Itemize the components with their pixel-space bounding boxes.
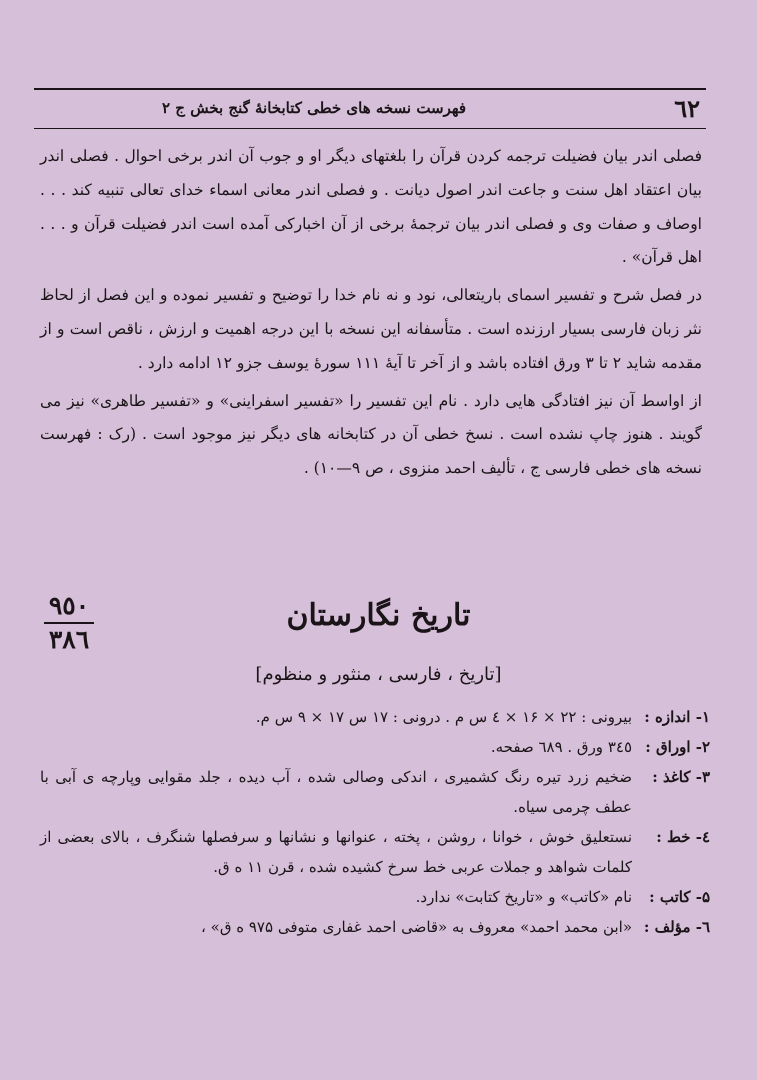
field-label: ۱- اندازه :: [644, 708, 710, 726]
field-value: «ابن محمد احمد» معروف به «قاضی احمد غفاری متوفی ۹۷۵ ه ق» ،: [201, 918, 632, 936]
book-subtitle: [تاریخ ، فارسی ، منثور و منظوم]: [255, 664, 502, 685]
field-label: ٦- مؤلف :: [643, 918, 710, 936]
field-paper: [40, 762, 710, 822]
field-value: نستعلیق خوش ، خوانا ، روشن ، پخته ، عنوانها و نشانها و سرفصلها شنگرف ، بالای بعضی از کلمات شواهد و جملات عربی خط سرخ کشیده شده ، قرن ۱۱ ه ق.: [40, 828, 632, 876]
description-fields: [40, 702, 710, 942]
field-value: نام «کاتب» و «تاریخ کتابت» ندارد.: [415, 888, 632, 906]
page-number: ٦٢: [674, 94, 700, 123]
running-title: فهرست نسخه های خطی کتابخانهٔ گنج بخش ج ۲: [162, 99, 466, 117]
field-label: ۵- کاتب :: [649, 888, 710, 906]
field-value: بیرونی : ۲۲ × ۱۶ × ٤ س م . درونی : ۱۷ س ۱۷ × ۹ س م.: [255, 708, 632, 726]
field-label: ٤- خط :: [656, 828, 710, 846]
catalog-number-top: ٩٥٠: [48, 591, 90, 620]
intro-paragraph: از اواسط آن نیز افتادگی هایی دارد . نام این تفسیر را «تفسیر اسفراینی» و «تفسیر طاهری» نیز می گویند . هنوز چاپ نشده است . نسخ خطی آن در کتابخانه های دیگر نیز موجود است . (رک : فهرست نسخه های خطی فارسی ج ، تألیف احمد منزوی ، ص ۹—۱۰) .: [40, 391, 702, 478]
field-script: [40, 822, 710, 882]
field-leaves: [40, 732, 710, 762]
intro-paragraph: در فصل شرح و تفسیر اسمای باریتعالی، نود و نه نام خدا را توضیح و تفسیر نموده و این فصل از لحاظ نثر زبان فارسی بسیار ارزنده است . متأسفانه این نسخه با این درجه اهمیت و ارزش ، ناقص است و از مقدمه شاید ۲ تا ۳ ورق افتاده باشد و از آخر تا آیهٔ ۱۱۱ سورهٔ یوسف جزو ۱۲ ادامه دارد .: [40, 286, 702, 372]
field-value: ضخیم زرد تیره رنگ کشمیری ، اندکی وصالی شده ، آب دیده ، جلد مقوایی وپارچه ی آبی با عطف چرمی سیاه.: [40, 768, 632, 816]
field-scribe: [40, 882, 710, 912]
field-label: ۳- کاغذ :: [652, 768, 710, 786]
catalog-number-bottom: ٣٨٦: [48, 625, 90, 654]
field-value: ۳٤٥ ورق . ٦٨٩ صفحه.: [490, 738, 632, 756]
field-author: [40, 912, 710, 942]
intro-paragraph: فصلی اندر بیان فضیلت ترجمه کردن قرآن را بلغتهای دیگر او و جوب آن اندر برخی احوال . فصلی اندر بیان اعتقاد اهل سنت و جاعت اندر اصول دیانت . و فصلی اندر معانی اسماء خدای تعالی تنبیه کند . . . اوصاف و صفات وی و فصلی اندر بیان ترجمهٔ برخی از آن اخبارکی آمده است اندر فضیلت قرآن و . . . اهل قرآن» .: [40, 147, 702, 267]
field-size: [40, 702, 710, 732]
book-title: تاريخ نگارستان: [286, 598, 471, 633]
page-header: [34, 88, 706, 129]
intro-text: [40, 140, 702, 490]
field-label: ۲- اوراق :: [645, 738, 710, 756]
